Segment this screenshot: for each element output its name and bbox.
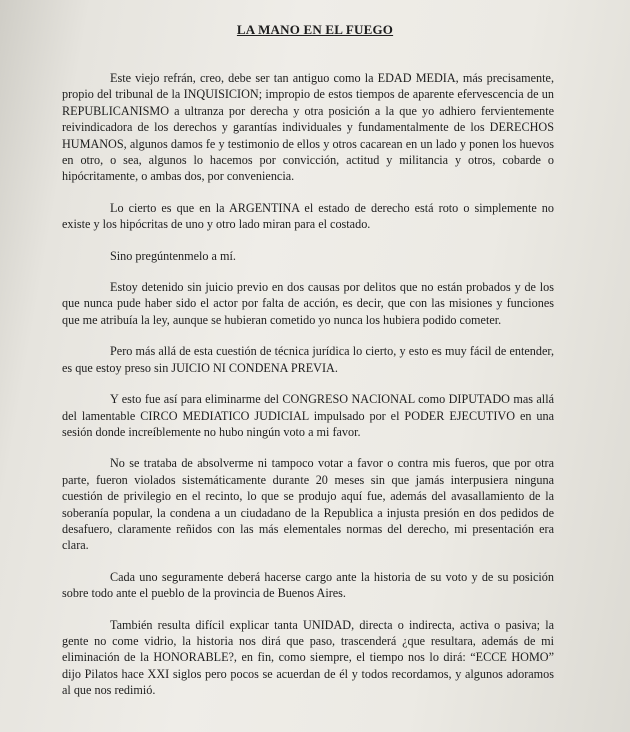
paragraph-3: Sino pregúntenmelo a mí.	[110, 248, 236, 263]
document-title: LA MANO EN EL FUEGO	[236, 22, 394, 37]
paragraph-1: Este viejo refrán, creo, debe ser tan antiguo como la EDAD MEDIA, más precisamente, propio del tribunal de la INQUISICION; impropio de estos tiempos de aparente efervescencia de un REPUBLICANISMO a ultranza por derecha y otra posición a la que yo adhiero fervientemente reivindicadora de los derechos y garantías individuales y fundamentalmente de los DERECHOS HUMANOS, algunos damos fe y testimonio de ellos y otros cacarean en un lado y ponen los huevos en otro, o sea, algunos lo hacemos por convicción, actitud y militancia y otros, cobarde o hipócritamente, o ambas dos, por conveniencia.	[62, 71, 554, 184]
paragraph-7: No se trataba de absolverme ni tampoco votar a favor o contra mis fueros, que por otra parte, fueron violados sistemáticamente durante 20 meses sin que jamás interpusiera ninguna cuestión de privilegio en el recinto, lo que se produjo aquí fue, además del avasallamiento de la soberanía popular, la condena a un ciudadano de la Republica a injusta presión en dos pedidos de desafuero, claramente reñidos con las más elementales normas del derecho, mi presentación era clara.	[62, 456, 554, 553]
paragraph-2: Lo cierto es que en la ARGENTINA el estado de derecho está roto o simplemente no existe y los hipócritas de uno y otro lado miran para el costado.	[62, 200, 554, 232]
paragraph-6: Y esto fue así para eliminarme del CONGRESO NACIONAL como DIPUTADO mas allá del lamentable CIRCO MEDIATICO JUDICIAL impulsado por el PODER EJECUTIVO en una sesión donde increíblemente no hubo ningún voto a mi favor.	[62, 392, 554, 439]
document-body	[62, 70, 554, 714]
paragraph-4: Estoy detenido sin juicio previo en dos causas por delitos que no están probados y de los que nunca pude haber sido el actor por falta de acción, es decir, que con las misiones y funciones que me atribuía la ley, aunque se hubieran cometido yo nunca los hubiera podido cometer.	[62, 280, 554, 327]
paragraph-5: Pero más allá de esta cuestión de técnica jurídica lo cierto, y esto es muy fácil de entender, es que estoy preso sin JUICIO NI CONDENA PREVIA.	[62, 344, 554, 375]
paragraph-9: También resulta difícil explicar tanta UNIDAD, directa o indirecta, activa o pasiva; la gente no come vidrio, la historia nos dirá que paso, trascenderá ¿que resultara, además de mi eliminación de la HONORABLE?, en fin, como siempre, el tiempo nos lo dirá: “ECCE HOMO” dijo Pilatos hace XXI siglos pero pocos se acuerdan de él y todos recordamos, y algunos adoramos al que nos redimió.	[62, 617, 554, 698]
paragraph-8: Cada uno seguramente deberá hacerse cargo ante la historia de su voto y de su posición sobre todo ante el pueblo de la provincia de Buenos Aires.	[62, 569, 554, 601]
